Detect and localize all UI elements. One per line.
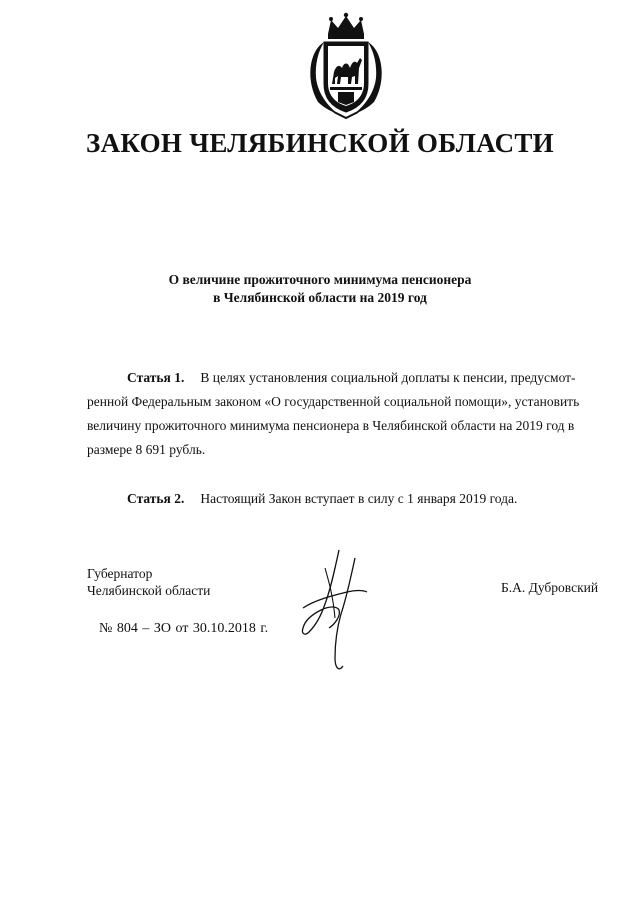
signer-position-line-2: Челябинской области <box>87 583 211 598</box>
article-2-line <box>127 487 557 511</box>
signer-name: Б.А. Дубровский <box>501 580 599 595</box>
signer-position <box>87 565 210 599</box>
article-1-line-2: ренной Федеральным законом «О государственной социальной помощи», установить <box>87 394 580 409</box>
article-1-line-1 <box>87 366 576 390</box>
handwritten-signature <box>295 548 375 676</box>
law-subject <box>0 271 640 307</box>
law-subject-line-2: в Челябинской области на 2019 год <box>213 290 427 305</box>
law-title: ЗАКОН ЧЕЛЯБИНСКОЙ ОБЛАСТИ <box>86 128 554 158</box>
article-1-label: Статья 1. <box>127 370 185 385</box>
article-1-text-1: В целях установления социальной доплаты к пенсии, предусмот- <box>200 370 576 385</box>
article-2-text: Настоящий Закон вступает в силу с 1 января 2019 года. <box>200 491 518 506</box>
article-1-line-3: величину прожиточного минимума пенсионера в Челябинской области на 2019 год в <box>87 418 575 433</box>
registration-number: № 804 – ЗО от 30.10.2018 г. <box>99 621 269 636</box>
article-2-label: Статья 2. <box>127 491 185 506</box>
coat-of-arms-emblem <box>298 8 394 120</box>
article-1-line-4: размере 8 691 рубль. <box>87 442 206 457</box>
article-1 <box>87 366 580 462</box>
article-2 <box>127 487 557 511</box>
law-subject-line-1: О величине прожиточного минимума пенсионера <box>168 272 472 287</box>
signer-position-line-1: Губернатор <box>87 566 153 581</box>
